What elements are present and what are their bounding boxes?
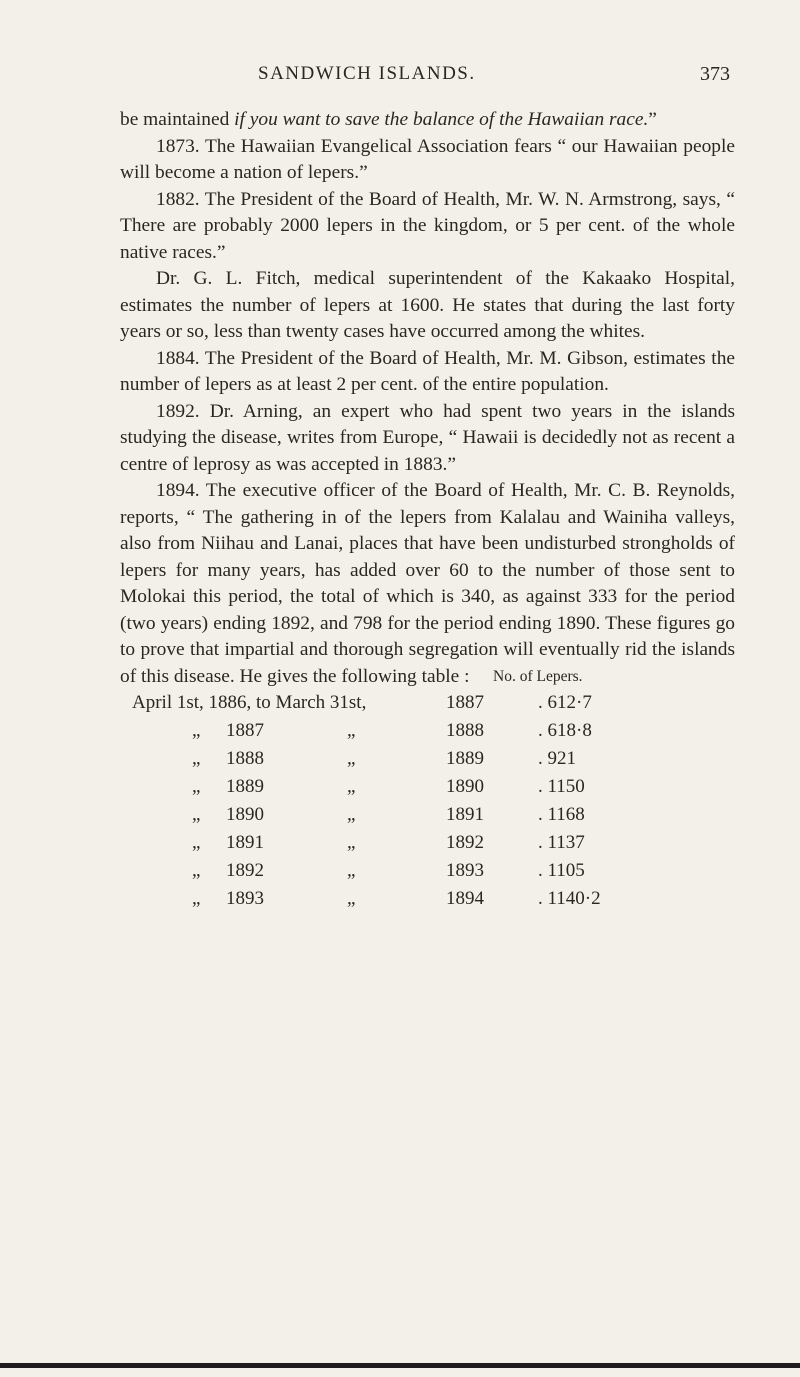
row-lepers-count: . 612·7 xyxy=(538,692,592,713)
running-head xyxy=(0,63,800,89)
row-end-year: 1888 xyxy=(446,720,484,741)
ditto-mark: „ xyxy=(192,748,201,769)
running-head-title: SANDWICH ISLANDS. xyxy=(258,63,476,84)
paragraph-continuation xyxy=(120,107,735,134)
table-row xyxy=(0,804,800,832)
ditto-mark: „ xyxy=(347,720,356,741)
paragraph-1884: 1884. The President of the Board of Health, Mr. M. Gibson, estimates the number of lepers as at least 2 per cent. of the entire population. xyxy=(120,347,735,395)
body-text xyxy=(120,107,735,690)
row-lepers-count: . 618·8 xyxy=(538,720,592,741)
page-number: 373 xyxy=(700,63,730,85)
table-row xyxy=(0,860,800,888)
row-end-year: 1889 xyxy=(446,748,484,769)
table-row xyxy=(0,692,800,720)
paragraph-fitch: Dr. G. L. Fitch, medical superintendent of the Kakaako Hospital, estimates the number of lepers at 1600. He states that during the last forty years or so, less than twenty cases have occurred among the whites. xyxy=(120,268,735,342)
ditto-mark: „ xyxy=(192,832,201,853)
paragraph-text: be maintained xyxy=(120,109,235,130)
ditto-mark: „ xyxy=(347,832,356,853)
bottom-page-edge xyxy=(0,1363,800,1368)
row-end-year: 1892 xyxy=(446,832,484,853)
row-start-year: 1893 xyxy=(226,888,264,909)
ditto-mark: „ xyxy=(192,860,201,881)
table-row xyxy=(0,720,800,748)
paragraph-1882: 1882. The President of the Board of Health, Mr. W. N. Armstrong, says, “ There are probably 2000 lepers in the kingdom, or 5 per cent. of the whole native races.” xyxy=(120,188,735,263)
paragraph-1894: 1894. The executive officer of the Board of Health, Mr. C. B. Reynolds, reports, “ The gathering in of the lepers from Kalalau and Wainiha valleys, also from Niihau and Lanai, places that have been undisturbed strongholds of lepers for many years, has added over 60 to the number of those sent to Molokai this period, the total of which is 340, as against 333 for the period (two years) ending 1892, and 798 for the period ending 1890. These figures go to prove that impartial and thorough segregation will eventually rid the islands of this disease. He gives the following table : xyxy=(120,480,735,687)
paragraph-1892: 1892. Dr. Arning, an expert who had spent two years in the islands studying the disease, writes from Europe, “ Hawaii is decidedly not as recent a centre of leprosy as was accepted in 1883.” xyxy=(120,400,735,475)
ditto-mark: „ xyxy=(192,776,201,797)
ditto-mark: „ xyxy=(347,748,356,769)
row-start-year: 1887 xyxy=(226,720,264,741)
paragraph-1873: 1873. The Hawaiian Evangelical Association fears “ our Hawaiian people will become a nation of lepers.” xyxy=(120,135,735,183)
row-start-year: 1888 xyxy=(226,748,264,769)
row-end-year: 1891 xyxy=(446,804,484,825)
ditto-mark: „ xyxy=(347,804,356,825)
ditto-mark: „ xyxy=(347,888,356,909)
row-lepers-count: . 921 xyxy=(538,748,576,769)
emphasized-text: if you want to save the balance of the Hawaiian race. xyxy=(234,109,649,130)
ditto-mark: „ xyxy=(192,804,201,825)
row-start-year: 1892 xyxy=(226,860,264,881)
ditto-mark: „ xyxy=(192,888,201,909)
row-end-year: 1894 xyxy=(446,888,484,909)
table-column-header: No. of Lepers. xyxy=(493,668,583,685)
row-lepers-count: . 1105 xyxy=(538,860,585,881)
row-lepers-count: . 1137 xyxy=(538,832,585,853)
row-end-year: 1890 xyxy=(446,776,484,797)
row-start-year: 1889 xyxy=(226,776,264,797)
table-row xyxy=(0,832,800,860)
row-end-year: 1887 xyxy=(446,692,484,713)
row-start-year: 1891 xyxy=(226,832,264,853)
row-start-year: 1890 xyxy=(226,804,264,825)
row-lepers-count: . 1140·2 xyxy=(538,888,601,909)
row-lepers-count: . 1150 xyxy=(538,776,585,797)
table-row xyxy=(0,888,800,916)
closing-quote: ” xyxy=(648,109,657,130)
ditto-mark: „ xyxy=(347,860,356,881)
row-period: April 1st, 1886, to March 31st, xyxy=(132,692,367,713)
ditto-mark: „ xyxy=(192,720,201,741)
ditto-mark: „ xyxy=(347,776,356,797)
table-row xyxy=(0,748,800,776)
row-end-year: 1893 xyxy=(446,860,484,881)
table-row xyxy=(0,776,800,804)
row-lepers-count: . 1168 xyxy=(538,804,585,825)
